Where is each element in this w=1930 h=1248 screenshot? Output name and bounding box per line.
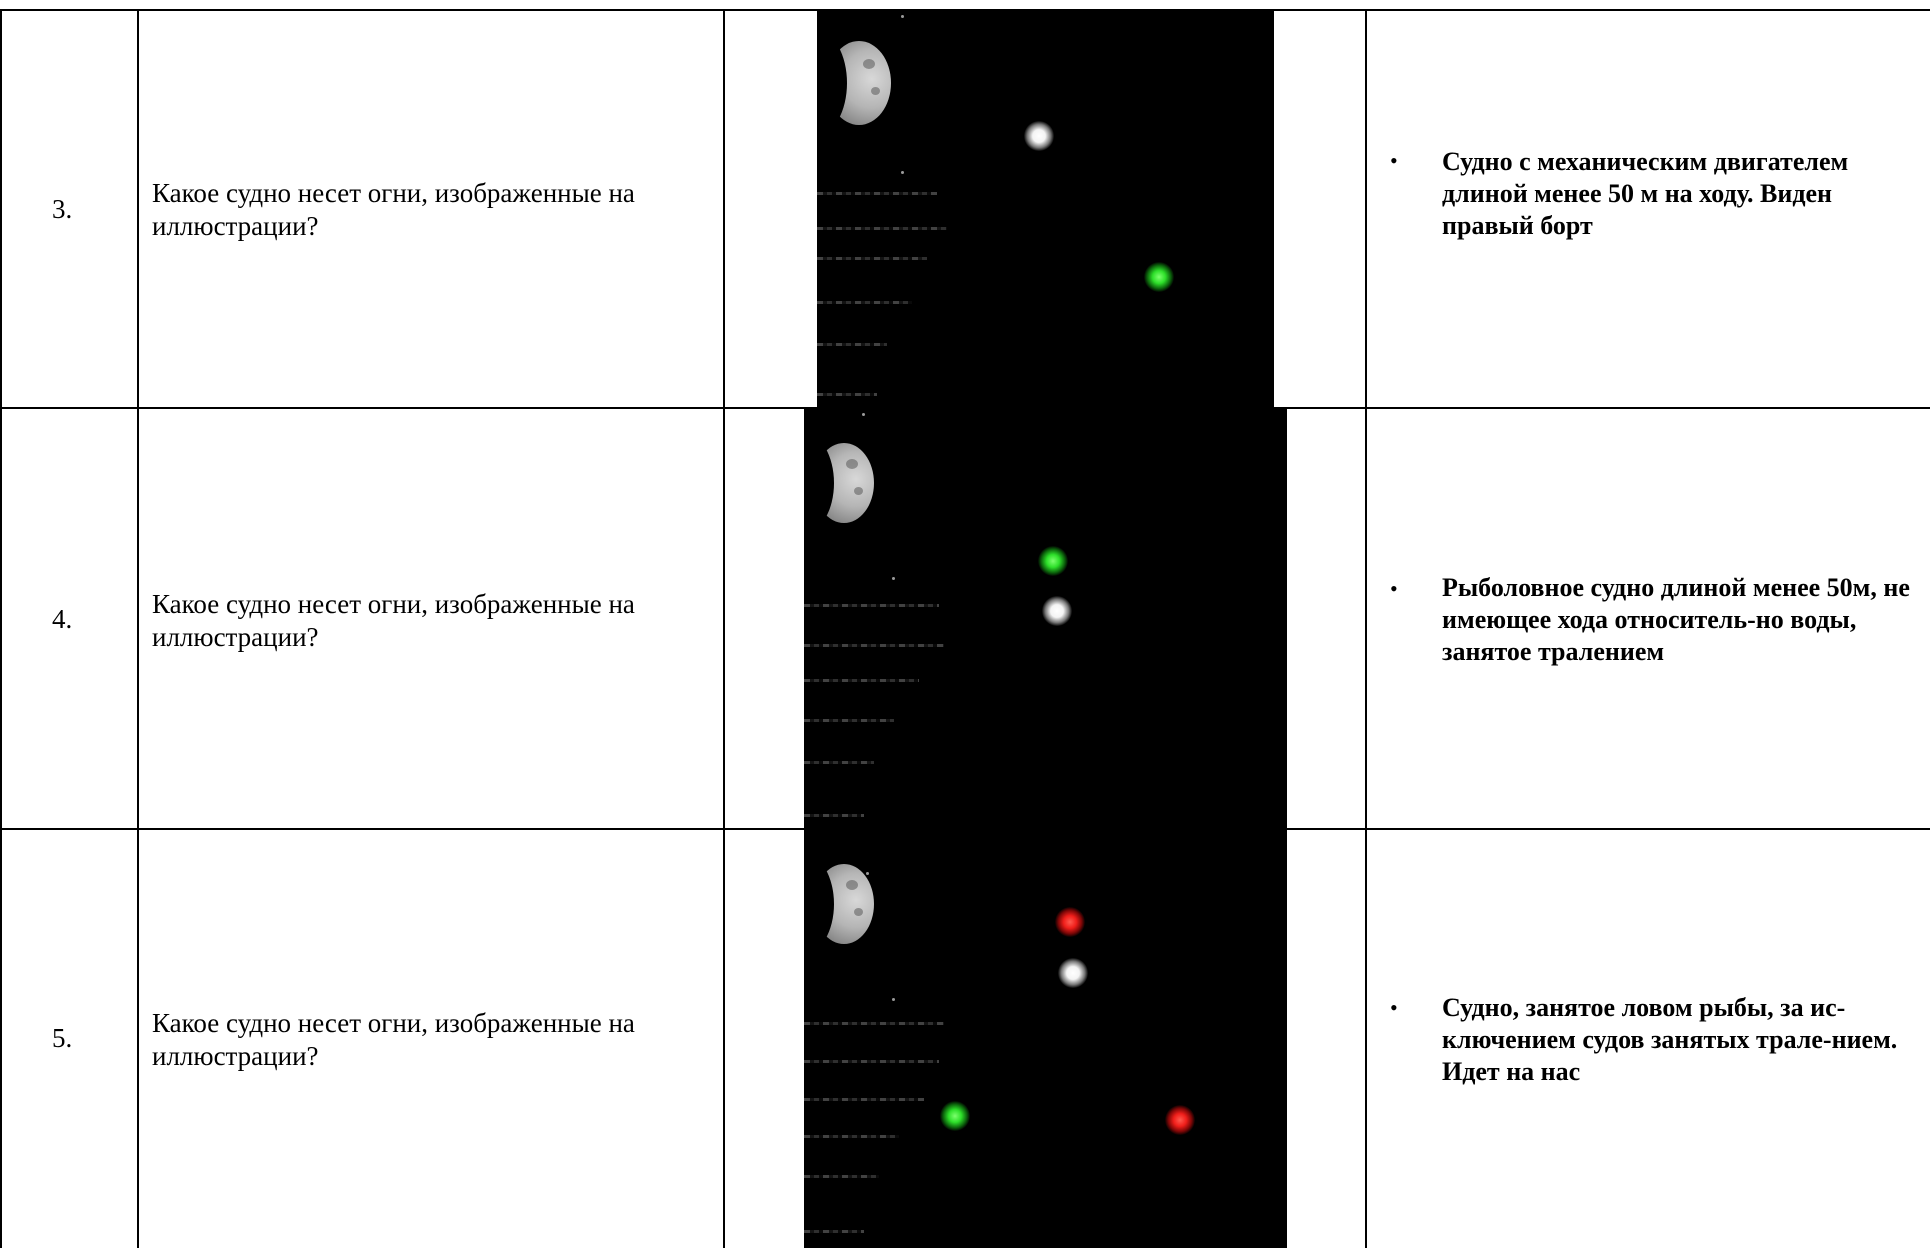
- table-column-divider: [0, 9, 2, 1248]
- moon-image: [814, 443, 874, 523]
- question-text: Какое судно несет огни, изображенные на иллюстрации?: [152, 1008, 635, 1071]
- row-number: 4.: [52, 604, 73, 634]
- white-masthead-light: [1024, 121, 1054, 151]
- green-light: [1038, 546, 1068, 576]
- white-light: [1042, 596, 1072, 626]
- green-sidelight: [1144, 262, 1174, 292]
- answer-text: Рыболовное судно длиной менее 50м, не имеющее хода относитель-но воды, занятое тралением: [1442, 573, 1910, 666]
- table-column-divider: [137, 9, 139, 1248]
- night-lights-illustration: [817, 9, 1274, 407]
- green-sidelight: [940, 1101, 970, 1131]
- table-column-divider: [723, 9, 725, 1248]
- question-text: Какое судно несет огни, изображенные на иллюстрации?: [152, 178, 635, 241]
- answer-text: Судно с механическим двигателем длиной менее 50 м на ходу. Виден правый борт: [1442, 147, 1849, 240]
- row-number: 5.: [52, 1023, 73, 1053]
- answer-text: Судно, занятое ловом рыбы, за ис-ключением судов занятых трале-нием. Идет на нас: [1442, 993, 1898, 1086]
- red-sidelight: [1165, 1105, 1195, 1135]
- table-column-divider: [1365, 9, 1367, 1248]
- row-number: 3.: [52, 194, 73, 224]
- moon-image: [814, 864, 874, 944]
- bullet-marker: •: [1390, 148, 1398, 173]
- question-text: Какое судно несет огни, изображенные на иллюстрации?: [152, 589, 635, 652]
- night-lights-illustration: [804, 409, 1287, 828]
- red-light: [1055, 907, 1085, 937]
- night-lights-illustration: [804, 830, 1287, 1248]
- moon-image: [827, 41, 891, 125]
- bullet-marker: •: [1390, 576, 1398, 601]
- bullet-marker: •: [1390, 995, 1398, 1020]
- white-light: [1058, 958, 1088, 988]
